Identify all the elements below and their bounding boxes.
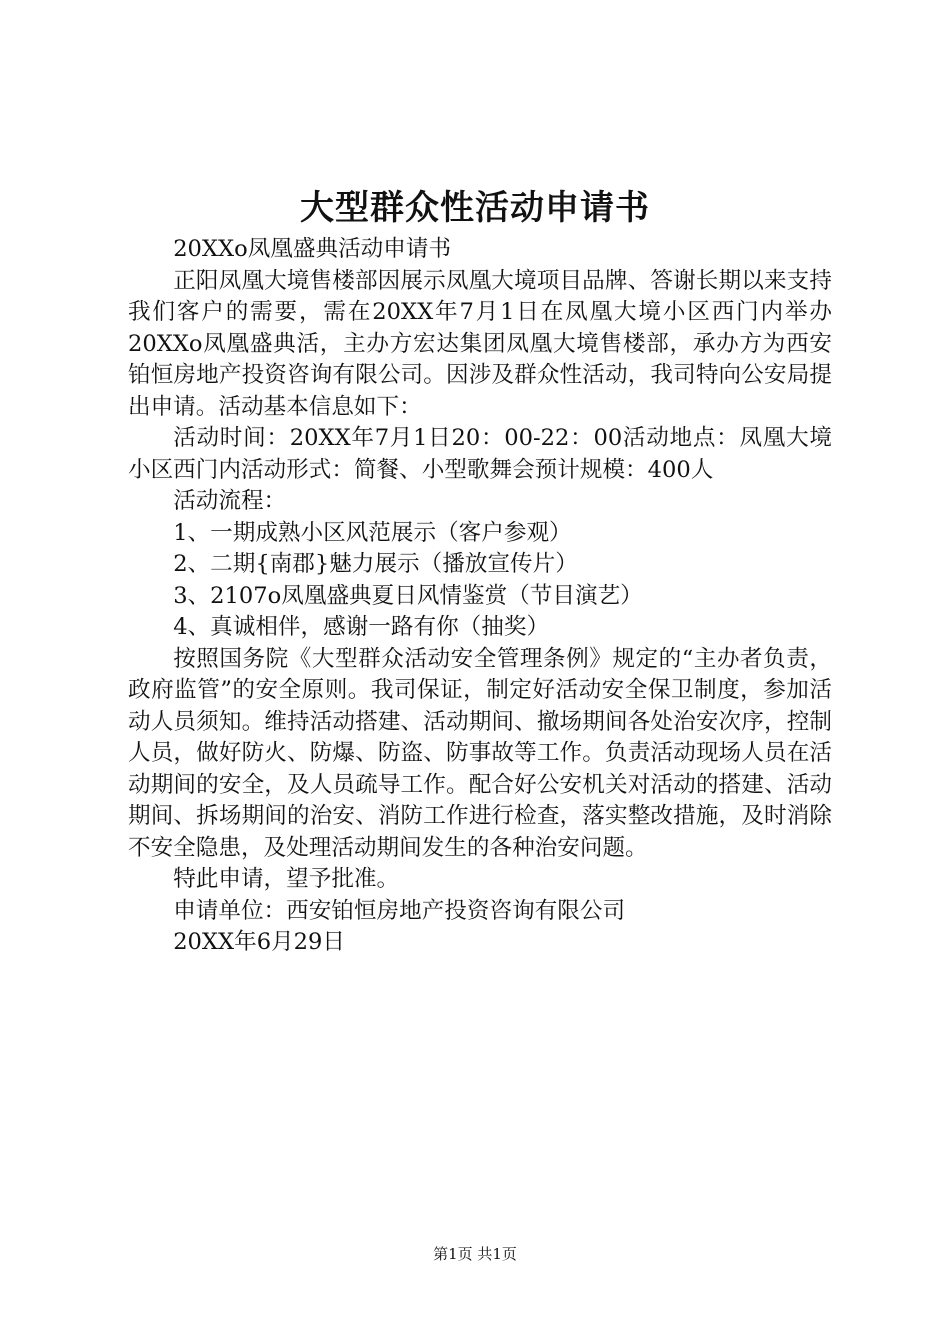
- page-number-footer: 第1页 共1页: [433, 1245, 517, 1263]
- process-item-1: 1、一期成熟小区风范展示（客户参观）: [173, 519, 572, 546]
- paragraph-event-info: 活动时间：20XX年7月1日20：00-22：00活动地点：凤凰大境小区西门内活动形式：简餐、小型歌舞会预计规模：400人: [128, 425, 832, 483]
- paragraph-date: 20XX年6月29日: [173, 929, 346, 955]
- process-item-2: 2、二期{南郡}魅力展示（播放宣传片）: [173, 551, 578, 577]
- paragraph-process-label: 活动流程：: [173, 488, 287, 514]
- paragraph-request: 特此申请，望予批准。: [173, 866, 400, 892]
- paragraph-safety: 按照国务院《大型群众活动安全管理条例》规定的“主办者负责，政府监管”的安全原则。我司保证，制定好活动安全保卫制度，参加活动人员须知。维持活动搭建、活动期间、撤场期间各处治安次序，控制人员，做好防火、防爆、防盗、防事故等工作。负责活动现场人员在活动期间的安全，及人员疏导工作。配合好公安机关对活动的搭建、活动期间、拆场期间的治安、消防工作进行检查，落实整改措施，及时消除不安全隐患，及处理活动期间发生的各种治安问题。: [128, 645, 832, 861]
- paragraph-intro: 正阳凤凰大境售楼部因展示凤凰大境项目品牌、答谢长期以来支持我们客户的需要，需在20XX年7月1日在凤凰大境小区西门内举办20XXo凤凰盛典活，主办方宏达集团凤凰大境售楼部，承办方为西安铂恒房地产投资咨询有限公司。因涉及群众性活动，我司特向公安局提出申请。活动基本信息如下：: [128, 267, 832, 420]
- document-title: 大型群众性活动申请书: [300, 188, 650, 228]
- paragraph-heading: 20XXo凤凰盛典活动申请书: [173, 236, 452, 262]
- paragraph-applicant: 申请单位：西安铂恒房地产投资咨询有限公司: [173, 897, 626, 924]
- process-item-4: 4、真诚相伴，感谢一路有你（抽奖）: [173, 614, 550, 640]
- document-body: [128, 234, 832, 959]
- process-item-3: 3、2107o凤凰盛典夏日风情鉴赏（节目演艺）: [173, 582, 643, 609]
